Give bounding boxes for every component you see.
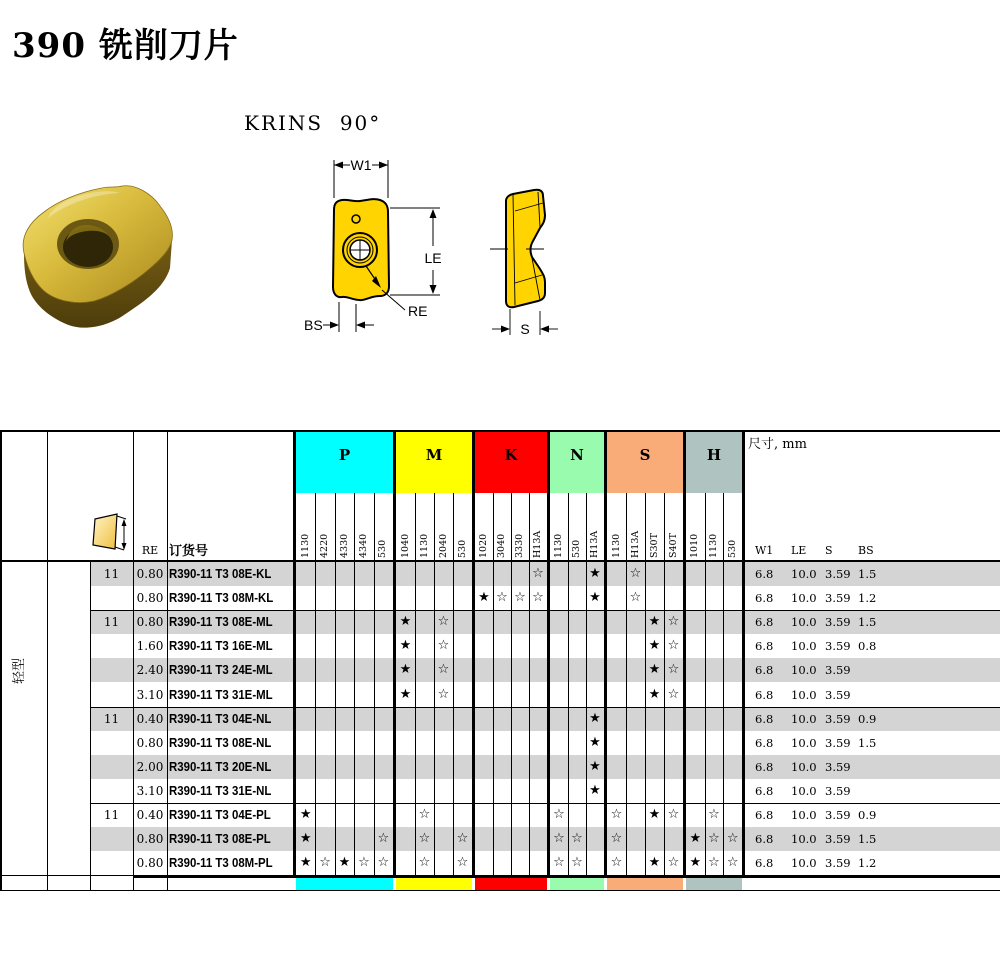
dimension-cell: 10.0 (791, 591, 817, 606)
dim-label-bs: BS (304, 317, 323, 333)
dimension-cell: 10.0 (791, 856, 817, 871)
order-number-cell: R390-11 T3 08E-PL (169, 831, 271, 847)
dimension-cell: 6.8 (755, 808, 774, 822)
dimension-cell: 10.0 (791, 735, 817, 750)
dim-label-s: S (520, 321, 530, 337)
grade-label: 530 (456, 539, 468, 558)
grade-mark: ☆ (437, 614, 450, 630)
dimension-cell: 0.9 (858, 711, 877, 726)
dim-column-header: W1 (755, 544, 774, 557)
dimension-cell: 6.8 (755, 591, 774, 606)
grade-mark: ☆ (708, 807, 720, 822)
dimension-cell: 3.59 (825, 832, 851, 847)
material-group-label: N (570, 446, 584, 464)
subcolumn-line (511, 493, 512, 875)
grade-label: S40T (667, 533, 679, 558)
footer-color-bar (296, 878, 393, 890)
grade-mark: ☆ (667, 686, 680, 702)
grade-mark: ★ (648, 855, 661, 871)
dimension-cell: 6.8 (755, 711, 774, 726)
grade-mark: ★ (299, 855, 312, 871)
grade-mark: ☆ (456, 855, 469, 871)
grade-mark: ☆ (629, 590, 642, 606)
grade-mark: ★ (689, 855, 702, 871)
grade-mark: ☆ (437, 662, 450, 678)
grade-mark: ☆ (418, 831, 431, 847)
grade-mark: ☆ (496, 590, 508, 606)
dimension-cell: 1.5 (858, 735, 877, 750)
material-group-label: K (504, 446, 518, 464)
dim-label-le: LE (424, 250, 442, 266)
grade-label: H13A (589, 530, 600, 558)
grade-mark: ☆ (629, 566, 642, 581)
table-top-border (0, 430, 1000, 432)
dimension-cell: 1.5 (858, 832, 877, 847)
grade-mark: ☆ (418, 855, 431, 871)
grade-mark: ☆ (553, 807, 565, 822)
subcolumn-line (354, 493, 355, 875)
dimension-cell: 6.8 (755, 735, 774, 750)
dimension-cell: 3.59 (825, 663, 851, 678)
grade-mark: ☆ (553, 855, 565, 871)
re-column-header: RE (141, 544, 159, 557)
grade-label: H13A (629, 530, 641, 558)
subcolumn-line (664, 493, 665, 875)
grade-label: H13A (532, 530, 543, 558)
column-line (47, 430, 48, 890)
grade-mark: ☆ (571, 831, 583, 847)
dimension-cell: 3.59 (825, 567, 851, 581)
re-cell: 0.80 (136, 567, 164, 581)
grade-mark: ★ (648, 686, 661, 702)
grade-mark: ★ (648, 807, 661, 822)
dimension-cell: 3.59 (825, 687, 851, 702)
grade-mark: ★ (648, 638, 661, 654)
dimension-cell: 1.5 (858, 615, 877, 630)
dimension-cell: 1.5 (858, 567, 877, 581)
grade-label: 1130 (418, 533, 430, 558)
dimension-cell: 6.8 (755, 663, 774, 678)
grade-label: 530 (377, 539, 389, 558)
dimension-cell: 10.0 (791, 783, 817, 798)
grade-mark: ☆ (377, 831, 390, 847)
dim-column-header: S (825, 544, 833, 557)
dimension-cell: 0.9 (858, 808, 877, 822)
group-separator (90, 707, 1000, 708)
grade-label: 3330 (514, 533, 525, 558)
group-border (393, 430, 396, 878)
size-cell: 11 (103, 711, 120, 726)
dimension-cell: 3.59 (825, 591, 851, 606)
group-border (293, 430, 296, 878)
dim-label-re: RE (408, 303, 428, 319)
order-number-cell: R390-11 T3 20E-NL (169, 758, 272, 774)
grade-mark: ★ (648, 662, 661, 678)
grade-label: 1130 (553, 533, 564, 558)
order-column-header: 订货号 (169, 544, 209, 559)
subcolumn-line (586, 493, 587, 875)
column-line (167, 430, 168, 890)
page-title: 390 铣削刀片 (12, 26, 239, 66)
re-cell: 0.80 (136, 615, 164, 630)
grade-mark: ☆ (667, 614, 680, 630)
subcolumn-line (626, 493, 627, 875)
order-number-cell: R390-11 T3 08E-NL (169, 734, 272, 750)
grade-mark: ☆ (319, 855, 331, 871)
dimension-cell: 3.59 (825, 783, 851, 798)
re-cell: 0.80 (136, 832, 164, 847)
group-border (604, 430, 607, 878)
dimension-cell: 10.0 (791, 639, 817, 654)
grade-mark: ☆ (726, 855, 739, 871)
dim-column-header: BS (858, 544, 874, 557)
order-number-cell: R390-11 T3 08M-KL (169, 590, 274, 606)
dims-header: 尺寸, mm (748, 437, 807, 452)
grade-mark: ☆ (456, 831, 469, 847)
grade-mark: ☆ (610, 855, 623, 871)
grade-label: 1130 (299, 533, 311, 558)
footer-color-bar (686, 878, 742, 890)
type-label: 轻型 (12, 658, 27, 685)
dimension-cell: 10.0 (791, 687, 817, 702)
re-cell: 0.80 (136, 591, 164, 606)
dimension-cell: 1.2 (858, 591, 877, 606)
grade-mark: ★ (589, 758, 601, 774)
subcolumn-line (493, 493, 494, 875)
subcolumn-line (374, 493, 375, 875)
grade-mark: ☆ (377, 855, 390, 871)
grade-mark: ★ (589, 734, 601, 750)
grade-label: 530 (726, 539, 738, 558)
dimension-cell: 3.59 (825, 735, 851, 750)
grade-mark: ☆ (358, 855, 370, 871)
dimension-cell: 6.8 (755, 567, 774, 581)
grade-label: 530 (571, 539, 582, 558)
grade-mark: ★ (399, 662, 412, 678)
subcolumn-line (645, 493, 646, 875)
subcolumn-line (705, 493, 706, 875)
group-border (472, 430, 475, 878)
grade-mark: ☆ (708, 855, 720, 871)
dimension-cell: 10.0 (791, 808, 817, 822)
grade-mark: ☆ (514, 590, 526, 606)
dimension-cell: 6.8 (755, 759, 774, 774)
dimension-cell: 6.8 (755, 832, 774, 847)
subcolumn-line (315, 493, 316, 875)
grade-label: 1130 (610, 533, 622, 558)
table-bottom-thin (0, 875, 133, 876)
footer-color-bar (550, 878, 604, 890)
order-number-cell: R390-11 T3 04E-PL (169, 807, 271, 822)
grade-label: 4340 (357, 533, 369, 558)
grade-mark: ☆ (532, 566, 544, 581)
re-cell: 0.80 (136, 856, 164, 871)
dimension-cell: 10.0 (791, 615, 817, 630)
dimension-cell: 3.59 (825, 711, 851, 726)
dim-column-header: LE (791, 544, 807, 557)
dimension-cell: 10.0 (791, 567, 817, 581)
header-body-separator (0, 560, 1000, 562)
grade-mark: ☆ (726, 831, 739, 847)
group-separator (90, 610, 1000, 611)
order-number-cell: R390-11 T3 31E-NL (169, 782, 272, 798)
order-number-cell: R390-11 T3 08M-PL (169, 855, 273, 871)
order-number-cell: R390-11 T3 16E-ML (169, 638, 273, 654)
re-cell: 0.40 (136, 808, 164, 822)
dim-label-w1: W1 (350, 157, 372, 173)
grade-mark: ☆ (571, 855, 583, 871)
grade-label: 1130 (708, 533, 719, 558)
grade-mark: ★ (689, 831, 702, 847)
order-number-cell: R390-11 T3 08E-ML (169, 614, 273, 630)
grade-label: S30T (648, 533, 660, 558)
grade-label: 3040 (496, 533, 507, 558)
grade-label: 4330 (338, 533, 350, 558)
dimension-cell: 0.8 (858, 639, 877, 654)
grade-mark: ☆ (418, 807, 431, 822)
dimension-cell: 1.2 (858, 856, 877, 871)
grade-label: 4220 (319, 533, 331, 558)
subcolumn-line (335, 493, 336, 875)
size-cell: 11 (103, 567, 120, 581)
grade-mark: ★ (399, 614, 412, 630)
grade-mark: ☆ (437, 686, 450, 702)
group-border (683, 430, 686, 878)
order-number-cell: R390-11 T3 08E-KL (169, 566, 272, 581)
re-cell: 3.10 (136, 783, 164, 798)
grade-mark: ☆ (437, 638, 450, 654)
subcolumn-line (434, 493, 435, 875)
grade-mark: ★ (338, 855, 351, 871)
dimension-cell: 6.8 (755, 639, 774, 654)
order-number-cell: R390-11 T3 04E-NL (169, 710, 272, 726)
grade-mark: ☆ (532, 590, 544, 606)
dimension-cell: 6.8 (755, 783, 774, 798)
grade-mark: ☆ (610, 831, 623, 847)
grade-label: 1010 (689, 533, 701, 558)
grade-mark: ★ (478, 590, 490, 606)
grade-mark: ☆ (667, 662, 680, 678)
grade-label: 1040 (399, 533, 411, 558)
column-line (133, 430, 134, 890)
re-cell: 2.00 (136, 759, 164, 774)
grade-label: 1020 (478, 533, 489, 558)
grade-mark: ★ (589, 590, 601, 606)
material-group-label: P (338, 446, 351, 464)
grade-mark: ☆ (667, 638, 680, 654)
re-cell: 2.40 (136, 663, 164, 678)
re-cell: 1.60 (136, 639, 164, 654)
dimension-cell: 10.0 (791, 663, 817, 678)
column-line (90, 560, 91, 890)
dimension-cell: 3.59 (825, 615, 851, 630)
dimension-cell: 3.59 (825, 639, 851, 654)
grade-mark: ☆ (667, 855, 680, 871)
table-left-border (0, 430, 2, 890)
dimension-cell: 10.0 (791, 759, 817, 774)
subcolumn-line (453, 493, 454, 875)
footer-color-bar (396, 878, 472, 890)
dimension-cell: 6.8 (755, 687, 774, 702)
dimension-cell: 3.59 (825, 759, 851, 774)
grade-mark: ☆ (553, 831, 565, 847)
group-border (547, 430, 550, 878)
subcolumn-line (723, 493, 724, 875)
order-number-cell: R390-11 T3 31E-ML (169, 686, 273, 702)
subcolumn-line (568, 493, 569, 875)
dimension-cell: 6.8 (755, 856, 774, 871)
grade-mark: ★ (399, 686, 412, 702)
order-number-cell: R390-11 T3 24E-ML (169, 662, 273, 678)
footer-color-bar (475, 878, 547, 890)
group-border (742, 430, 745, 878)
grade-mark: ★ (589, 782, 601, 798)
footer-color-bar (607, 878, 683, 890)
dimension-cell: 3.59 (825, 808, 851, 822)
insert-pictogram (92, 511, 136, 557)
drawing-title: KRINS 90° (244, 111, 382, 135)
material-group-label: M (425, 446, 443, 464)
size-cell: 11 (103, 615, 120, 630)
grade-mark: ☆ (667, 807, 680, 822)
grade-mark: ★ (589, 566, 601, 581)
grade-mark: ★ (299, 807, 312, 822)
group-separator (90, 803, 1000, 804)
subcolumn-line (415, 493, 416, 875)
grade-mark: ★ (648, 614, 661, 630)
material-group-label: S (639, 446, 651, 464)
grade-mark: ☆ (708, 831, 720, 847)
grade-label: 2040 (437, 533, 449, 558)
grade-mark: ★ (589, 710, 601, 726)
grade-mark: ★ (299, 831, 312, 847)
dimension-cell: 10.0 (791, 711, 817, 726)
re-cell: 0.40 (136, 711, 164, 726)
subcolumn-line (529, 493, 530, 875)
size-cell: 11 (103, 808, 120, 822)
material-group-label: H (706, 446, 722, 464)
dimension-cell: 3.59 (825, 856, 851, 871)
grade-mark: ☆ (610, 807, 623, 822)
re-cell: 0.80 (136, 735, 164, 750)
dimension-cell: 10.0 (791, 832, 817, 847)
dimension-cell: 6.8 (755, 615, 774, 630)
grade-mark: ★ (399, 638, 412, 654)
footer-bottom-border (0, 890, 1000, 891)
re-cell: 3.10 (136, 687, 164, 702)
